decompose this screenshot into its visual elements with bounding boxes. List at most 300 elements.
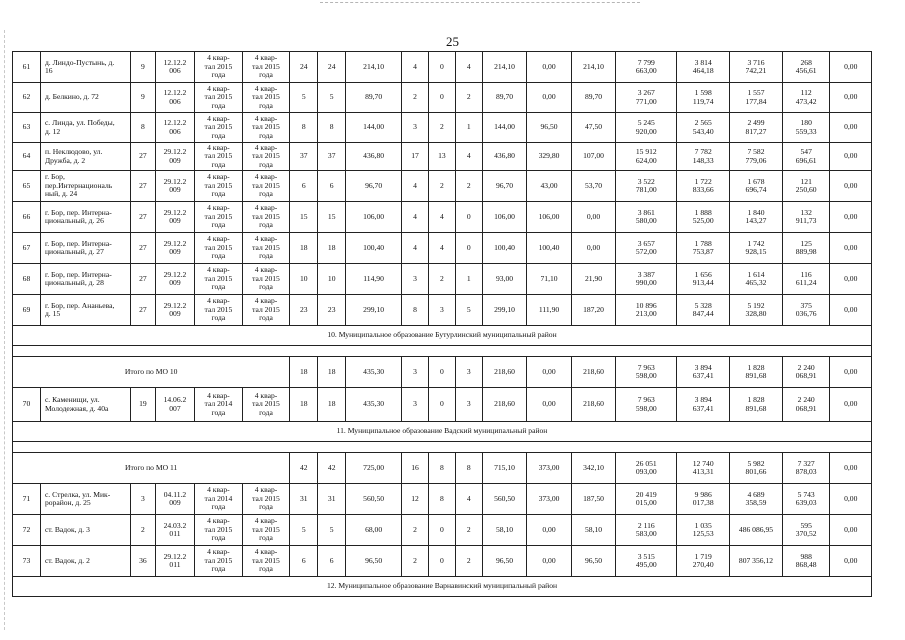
section-row <box>13 577 872 597</box>
cell-a2: 0,00 <box>527 515 572 546</box>
cell-area: 100,40 <box>346 233 402 264</box>
total-cell-k1: 3 <box>402 357 429 388</box>
cell-k1: 4 <box>402 233 429 264</box>
total-cell-a2: 373,00 <box>527 453 572 484</box>
cell-fact: 4 квар- тал 2015 года <box>242 388 290 422</box>
cell-fact: 4 квар- тал 2015 года <box>242 546 290 577</box>
cell-k2: 0 <box>428 52 455 83</box>
cell-c1: 6 <box>290 546 318 577</box>
cell-s5: 0,00 <box>830 113 872 143</box>
cell-fact: 4 квар- тал 2015 года <box>242 113 290 143</box>
cell-s4: 5 743 639,03 <box>782 484 830 515</box>
cell-s5: 0,00 <box>830 233 872 264</box>
cell-s4: 121 250,60 <box>782 171 830 202</box>
cell-date: 14.06.2 007 <box>155 388 194 422</box>
cell-a3: 0,00 <box>571 202 616 233</box>
cell-plan: 4 квар- тал 2015 года <box>195 113 243 143</box>
cell-k3: 0 <box>455 202 482 233</box>
cell-addr: ст. Вадок, д. 2 <box>40 546 130 577</box>
cell-s3: 1 828 891,68 <box>730 388 783 422</box>
cell-s3: 4 689 358,59 <box>730 484 783 515</box>
cell-k3: 4 <box>455 484 482 515</box>
cell-k3: 2 <box>455 546 482 577</box>
cell-year: 36 <box>130 546 155 577</box>
cell-addr: г. Бор, пер. Ананьева, д. 15 <box>40 295 130 326</box>
cell-area: 114,90 <box>346 264 402 295</box>
cell-addr: с. Стрелка, ул. Мик- рорайон, д. 25 <box>40 484 130 515</box>
total-cell-s5: 0,00 <box>830 453 872 484</box>
cell-c2: 31 <box>318 484 346 515</box>
cell-n: 67 <box>13 233 41 264</box>
cell-c1: 18 <box>290 233 318 264</box>
cell-s2: 5 328 847,44 <box>677 295 730 326</box>
cell-s3: 1 742 928,15 <box>730 233 783 264</box>
cell-a3: 53,70 <box>571 171 616 202</box>
cell-n: 65 <box>13 171 41 202</box>
cell-s3: 7 582 779,06 <box>730 143 783 171</box>
cell-plan: 4 квар- тал 2015 года <box>195 83 243 113</box>
section-heading: 11. Муниципальное образование Вадский муниципальный район <box>13 422 872 442</box>
cell-addr: п. Неклюдово, ул. Дружба, д. 2 <box>40 143 130 171</box>
cell-s5: 0,00 <box>830 83 872 113</box>
cell-s5: 0,00 <box>830 264 872 295</box>
total-cell-k2: 0 <box>428 357 455 388</box>
cell-fact: 4 квар- тал 2015 года <box>242 484 290 515</box>
total-label: Итого по МО 11 <box>13 453 290 484</box>
cell-a3: 187,50 <box>571 484 616 515</box>
cell-plan: 4 квар- тал 2014 года <box>195 388 243 422</box>
cell-s4: 2 240 068,91 <box>782 388 830 422</box>
cell-s4: 125 889,98 <box>782 233 830 264</box>
cell-area: 299,10 <box>346 295 402 326</box>
cell-k3: 2 <box>455 171 482 202</box>
cell-a2: 100,40 <box>527 233 572 264</box>
cell-year: 19 <box>130 388 155 422</box>
spacer-cell <box>13 346 872 357</box>
cell-k2: 0 <box>428 546 455 577</box>
table-row <box>13 202 872 233</box>
cell-k1: 4 <box>402 202 429 233</box>
cell-k3: 2 <box>455 515 482 546</box>
cell-s1: 3 267 771,00 <box>616 83 677 113</box>
cell-plan: 4 квар- тал 2015 года <box>195 515 243 546</box>
binding-margin-marks <box>4 30 7 630</box>
spacer-cell <box>13 442 872 453</box>
total-cell-a3: 218,60 <box>571 357 616 388</box>
cell-s4: 116 611,24 <box>782 264 830 295</box>
cell-date: 29.12.2 009 <box>155 202 194 233</box>
cell-c1: 31 <box>290 484 318 515</box>
cell-c2: 37 <box>318 143 346 171</box>
cell-year: 9 <box>130 52 155 83</box>
cell-k2: 4 <box>428 202 455 233</box>
cell-addr: г. Бор, пер. Интерна- циональный, д. 28 <box>40 264 130 295</box>
cell-s5: 0,00 <box>830 546 872 577</box>
cell-s3: 5 192 328,80 <box>730 295 783 326</box>
cell-addr: с. Линда, ул. Победы, д. 12 <box>40 113 130 143</box>
cell-date: 29.12.2 009 <box>155 233 194 264</box>
cell-s3: 3 716 742,21 <box>730 52 783 83</box>
cell-s1: 3 515 495,00 <box>616 546 677 577</box>
total-row <box>13 453 872 484</box>
total-cell-a1: 218,60 <box>482 357 527 388</box>
cell-k3: 2 <box>455 83 482 113</box>
cell-s3: 807 356,12 <box>730 546 783 577</box>
total-cell-k3: 8 <box>455 453 482 484</box>
cell-fact: 4 квар- тал 2015 года <box>242 233 290 264</box>
cell-n: 70 <box>13 388 41 422</box>
cell-s5: 0,00 <box>830 515 872 546</box>
total-cell-c1: 18 <box>290 357 318 388</box>
spacer-row <box>13 346 872 357</box>
cell-s3: 1 614 465,32 <box>730 264 783 295</box>
cell-k3: 0 <box>455 233 482 264</box>
cell-c2: 5 <box>318 515 346 546</box>
cell-plan: 4 квар- тал 2014 года <box>195 484 243 515</box>
table-row <box>13 143 872 171</box>
total-cell-s3: 5 982 801,66 <box>730 453 783 484</box>
table-row <box>13 52 872 83</box>
cell-a3: 21,90 <box>571 264 616 295</box>
cell-area: 68,00 <box>346 515 402 546</box>
cell-plan: 4 квар- тал 2015 года <box>195 171 243 202</box>
cell-a2: 0,00 <box>527 83 572 113</box>
cell-a2: 71,10 <box>527 264 572 295</box>
cell-fact: 4 квар- тал 2015 года <box>242 143 290 171</box>
cell-n: 69 <box>13 295 41 326</box>
table-row <box>13 546 872 577</box>
cell-k3: 4 <box>455 143 482 171</box>
cell-addr: д. Линдо-Пустынь, д. 16 <box>40 52 130 83</box>
cell-area: 436,80 <box>346 143 402 171</box>
section-row <box>13 422 872 442</box>
cell-a1: 144,00 <box>482 113 527 143</box>
cell-plan: 4 квар- тал 2015 года <box>195 295 243 326</box>
total-cell-c2: 42 <box>318 453 346 484</box>
cell-s3: 1 678 696,74 <box>730 171 783 202</box>
cell-k2: 2 <box>428 171 455 202</box>
cell-a1: 299,10 <box>482 295 527 326</box>
total-cell-s1: 26 051 093,00 <box>616 453 677 484</box>
cell-a1: 96,70 <box>482 171 527 202</box>
cell-date: 12.12.2 006 <box>155 83 194 113</box>
cell-c2: 5 <box>318 83 346 113</box>
cell-addr: ст. Вадок, д. 3 <box>40 515 130 546</box>
cell-date: 29.12.2 009 <box>155 295 194 326</box>
cell-a3: 187,20 <box>571 295 616 326</box>
cell-year: 27 <box>130 295 155 326</box>
cell-area: 96,70 <box>346 171 402 202</box>
cell-k2: 2 <box>428 264 455 295</box>
total-cell-s2: 3 894 637,41 <box>677 357 730 388</box>
cell-k3: 1 <box>455 264 482 295</box>
cell-s2: 7 782 148,33 <box>677 143 730 171</box>
cell-plan: 4 квар- тал 2015 года <box>195 264 243 295</box>
cell-s4: 375 036,76 <box>782 295 830 326</box>
cell-a3: 89,70 <box>571 83 616 113</box>
cell-s3: 1 557 177,84 <box>730 83 783 113</box>
cell-s5: 0,00 <box>830 388 872 422</box>
cell-s2: 2 565 543,40 <box>677 113 730 143</box>
cell-area: 106,00 <box>346 202 402 233</box>
cell-s4: 112 473,42 <box>782 83 830 113</box>
cell-c1: 24 <box>290 52 318 83</box>
cell-k3: 1 <box>455 113 482 143</box>
cell-s4: 268 456,61 <box>782 52 830 83</box>
table-row <box>13 484 872 515</box>
total-cell-k3: 3 <box>455 357 482 388</box>
cell-s5: 0,00 <box>830 171 872 202</box>
cell-k1: 8 <box>402 295 429 326</box>
cell-c1: 6 <box>290 171 318 202</box>
cell-n: 63 <box>13 113 41 143</box>
cell-s2: 1 722 833,66 <box>677 171 730 202</box>
cell-s5: 0,00 <box>830 484 872 515</box>
cell-s5: 0,00 <box>830 143 872 171</box>
cell-s1: 20 419 015,00 <box>616 484 677 515</box>
cell-s2: 1 719 270,40 <box>677 546 730 577</box>
total-cell-s4: 2 240 068,91 <box>782 357 830 388</box>
cell-a2: 43,00 <box>527 171 572 202</box>
cell-c1: 8 <box>290 113 318 143</box>
cell-area: 560,50 <box>346 484 402 515</box>
total-cell-s1: 7 963 598,00 <box>616 357 677 388</box>
cell-k3: 5 <box>455 295 482 326</box>
cell-a2: 96,50 <box>527 113 572 143</box>
total-cell-a1: 715,10 <box>482 453 527 484</box>
cell-k1: 12 <box>402 484 429 515</box>
total-cell-area: 725,00 <box>346 453 402 484</box>
cell-date: 29.12.2 009 <box>155 264 194 295</box>
cell-plan: 4 квар- тал 2015 года <box>195 233 243 264</box>
cell-s3: 2 499 817,27 <box>730 113 783 143</box>
cell-year: 27 <box>130 233 155 264</box>
cell-date: 29.12.2 009 <box>155 143 194 171</box>
cell-addr: г. Бор, пер.Интернациональ ный, д. 24 <box>40 171 130 202</box>
cell-a1: 106,00 <box>482 202 527 233</box>
cell-k2: 13 <box>428 143 455 171</box>
cell-s3: 486 086,95 <box>730 515 783 546</box>
cell-c2: 18 <box>318 388 346 422</box>
cell-n: 66 <box>13 202 41 233</box>
cell-s2: 1 888 525,00 <box>677 202 730 233</box>
cell-s2: 1 788 753,87 <box>677 233 730 264</box>
spacer-row <box>13 442 872 453</box>
cell-addr: г. Бор, пер. Интерна- циональный, д. 26 <box>40 202 130 233</box>
total-cell-s5: 0,00 <box>830 357 872 388</box>
cell-fact: 4 квар- тал 2015 года <box>242 52 290 83</box>
table-row <box>13 171 872 202</box>
cell-a3: 214,10 <box>571 52 616 83</box>
total-cell-area: 435,30 <box>346 357 402 388</box>
cell-n: 61 <box>13 52 41 83</box>
cell-a1: 560,50 <box>482 484 527 515</box>
total-cell-c2: 18 <box>318 357 346 388</box>
cell-c1: 15 <box>290 202 318 233</box>
cell-s2: 3 894 637,41 <box>677 388 730 422</box>
cell-c2: 24 <box>318 52 346 83</box>
cell-fact: 4 квар- тал 2015 года <box>242 171 290 202</box>
total-cell-s2: 12 740 413,31 <box>677 453 730 484</box>
page-number: 25 <box>446 34 459 49</box>
cell-k1: 2 <box>402 515 429 546</box>
cell-year: 27 <box>130 143 155 171</box>
top-dashed-rule <box>320 2 640 3</box>
total-cell-s4: 7 327 878,03 <box>782 453 830 484</box>
cell-k1: 2 <box>402 546 429 577</box>
cell-year: 2 <box>130 515 155 546</box>
cell-n: 71 <box>13 484 41 515</box>
cell-a1: 93,00 <box>482 264 527 295</box>
cell-addr: д. Белкино, д. 72 <box>40 83 130 113</box>
table-row <box>13 83 872 113</box>
cell-k2: 4 <box>428 233 455 264</box>
cell-fact: 4 квар- тал 2015 года <box>242 515 290 546</box>
cell-s2: 1 035 125,53 <box>677 515 730 546</box>
housing-program-table <box>12 51 872 597</box>
cell-date: 24.03.2 011 <box>155 515 194 546</box>
cell-n: 62 <box>13 83 41 113</box>
cell-a1: 100,40 <box>482 233 527 264</box>
total-label: Итого по МО 10 <box>13 357 290 388</box>
cell-c2: 18 <box>318 233 346 264</box>
table-body <box>13 52 872 597</box>
cell-a3: 218,60 <box>571 388 616 422</box>
cell-n: 64 <box>13 143 41 171</box>
cell-c2: 23 <box>318 295 346 326</box>
cell-k2: 0 <box>428 515 455 546</box>
cell-a1: 436,80 <box>482 143 527 171</box>
cell-s5: 0,00 <box>830 52 872 83</box>
cell-k2: 3 <box>428 295 455 326</box>
cell-year: 27 <box>130 264 155 295</box>
cell-c2: 10 <box>318 264 346 295</box>
cell-s1: 3 861 580,00 <box>616 202 677 233</box>
cell-s4: 988 868,48 <box>782 546 830 577</box>
cell-n: 68 <box>13 264 41 295</box>
cell-c1: 5 <box>290 515 318 546</box>
cell-k3: 3 <box>455 388 482 422</box>
cell-s1: 2 116 583,00 <box>616 515 677 546</box>
cell-addr: г. Бор, пер. Интерна- циональный, д. 27 <box>40 233 130 264</box>
cell-area: 144,00 <box>346 113 402 143</box>
cell-k1: 17 <box>402 143 429 171</box>
cell-k1: 3 <box>402 113 429 143</box>
cell-year: 27 <box>130 171 155 202</box>
cell-date: 29.12.2 011 <box>155 546 194 577</box>
cell-s5: 0,00 <box>830 295 872 326</box>
cell-s4: 132 911,73 <box>782 202 830 233</box>
cell-c1: 37 <box>290 143 318 171</box>
cell-fact: 4 квар- тал 2015 года <box>242 295 290 326</box>
cell-c1: 23 <box>290 295 318 326</box>
cell-k2: 0 <box>428 388 455 422</box>
cell-area: 89,70 <box>346 83 402 113</box>
table-row <box>13 113 872 143</box>
cell-k1: 3 <box>402 388 429 422</box>
cell-a1: 214,10 <box>482 52 527 83</box>
total-cell-s3: 1 828 891,68 <box>730 357 783 388</box>
cell-year: 3 <box>130 484 155 515</box>
cell-s1: 3 657 572,00 <box>616 233 677 264</box>
cell-year: 9 <box>130 83 155 113</box>
cell-s4: 595 370,52 <box>782 515 830 546</box>
cell-a2: 111,90 <box>527 295 572 326</box>
cell-s1: 5 245 920,00 <box>616 113 677 143</box>
cell-a1: 218,60 <box>482 388 527 422</box>
cell-s1: 10 896 213,00 <box>616 295 677 326</box>
cell-s1: 7 963 598,00 <box>616 388 677 422</box>
cell-k1: 4 <box>402 52 429 83</box>
section-heading: 10. Муниципальное образование Бутурлинский муниципальный район <box>13 326 872 346</box>
total-cell-k1: 16 <box>402 453 429 484</box>
cell-s5: 0,00 <box>830 202 872 233</box>
cell-plan: 4 квар- тал 2015 года <box>195 202 243 233</box>
total-cell-k2: 8 <box>428 453 455 484</box>
cell-fact: 4 квар- тал 2015 года <box>242 202 290 233</box>
cell-date: 12.12.2 006 <box>155 52 194 83</box>
cell-a3: 0,00 <box>571 233 616 264</box>
cell-k1: 3 <box>402 264 429 295</box>
cell-addr: с. Каменищи, ул. Молодежная, д. 40а <box>40 388 130 422</box>
cell-s2: 1 598 119,74 <box>677 83 730 113</box>
cell-s1: 15 912 624,00 <box>616 143 677 171</box>
cell-plan: 4 квар- тал 2015 года <box>195 546 243 577</box>
cell-c1: 10 <box>290 264 318 295</box>
cell-s1: 3 387 990,00 <box>616 264 677 295</box>
cell-c2: 6 <box>318 171 346 202</box>
cell-k1: 4 <box>402 171 429 202</box>
total-row <box>13 357 872 388</box>
cell-k1: 2 <box>402 83 429 113</box>
cell-s3: 1 840 143,27 <box>730 202 783 233</box>
cell-plan: 4 квар- тал 2015 года <box>195 52 243 83</box>
cell-date: 29.12.2 009 <box>155 171 194 202</box>
cell-fact: 4 квар- тал 2015 года <box>242 264 290 295</box>
cell-s1: 7 799 663,00 <box>616 52 677 83</box>
cell-date: 04.11.2 009 <box>155 484 194 515</box>
cell-a3: 107,00 <box>571 143 616 171</box>
cell-k3: 4 <box>455 52 482 83</box>
cell-a3: 96,50 <box>571 546 616 577</box>
cell-a2: 0,00 <box>527 52 572 83</box>
cell-fact: 4 квар- тал 2015 года <box>242 83 290 113</box>
cell-c1: 5 <box>290 83 318 113</box>
cell-year: 27 <box>130 202 155 233</box>
cell-c2: 8 <box>318 113 346 143</box>
cell-s1: 3 522 781,00 <box>616 171 677 202</box>
cell-a3: 47,50 <box>571 113 616 143</box>
cell-a2: 106,00 <box>527 202 572 233</box>
cell-s2: 3 814 464,18 <box>677 52 730 83</box>
cell-a1: 96,50 <box>482 546 527 577</box>
cell-c2: 6 <box>318 546 346 577</box>
cell-c1: 18 <box>290 388 318 422</box>
cell-k2: 0 <box>428 83 455 113</box>
total-cell-a2: 0,00 <box>527 357 572 388</box>
cell-a1: 58,10 <box>482 515 527 546</box>
table-row <box>13 264 872 295</box>
table-row <box>13 388 872 422</box>
cell-area: 96,50 <box>346 546 402 577</box>
total-cell-c1: 42 <box>290 453 318 484</box>
cell-a2: 373,00 <box>527 484 572 515</box>
cell-n: 73 <box>13 546 41 577</box>
cell-area: 214,10 <box>346 52 402 83</box>
cell-s4: 180 559,33 <box>782 113 830 143</box>
cell-c2: 15 <box>318 202 346 233</box>
cell-plan: 4 квар- тал 2015 года <box>195 143 243 171</box>
